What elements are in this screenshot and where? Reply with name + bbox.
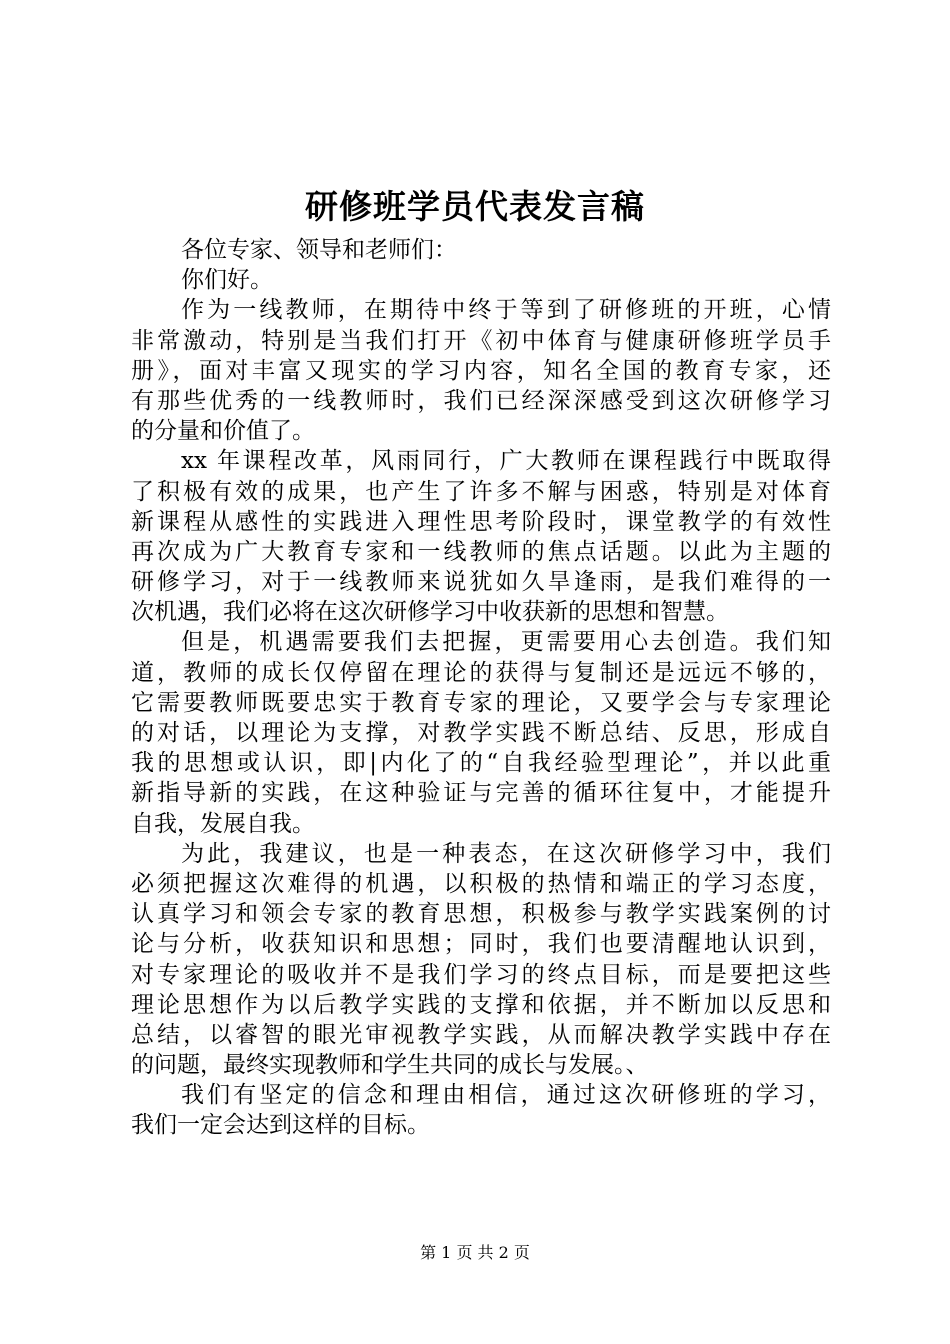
paragraph-3-line-2: 道，教师的成长仅停留在理论的获得与复制还是远远不够的， bbox=[131, 659, 831, 686]
paragraph-1-line-4: 有那些优秀的一线教师时，我们已经深深感受到这次研修学习 bbox=[131, 387, 831, 414]
document-body bbox=[131, 235, 831, 1141]
paragraph-3-line-1: 但是，机遇需要我们去把握，更需要用心去创造。我们知 bbox=[181, 629, 831, 656]
paragraph-4-line-7: 总结，以睿智的眼光审视教学实践，从而解决教学实践中存在 bbox=[131, 1021, 831, 1048]
salutation-line: 各位专家、领导和老师们： bbox=[181, 237, 457, 263]
paragraph-2-line-5: 研修学习，对于一线教师来说犹如久旱逢雨，是我们难得的一 bbox=[131, 569, 831, 596]
paragraph-2-line-6: 次机遇，我们必将在这次研修学习中收获新的思想和智慧。 bbox=[131, 599, 729, 626]
paragraph-2-line-4: 再次成为广大教育专家和一线教师的焦点话题。以此为主题的 bbox=[131, 538, 831, 565]
paragraph-1-line-3: 册》，面对丰富又现实的学习内容，知名全国的教育专家，还 bbox=[131, 357, 831, 384]
paragraph-5-line-1: 我们有坚定的信念和理由相信，通过这次研修班的学习， bbox=[181, 1082, 831, 1109]
paragraph-1-line-1: 作为一线教师，在期待中终于等到了研修班的开班，心情 bbox=[181, 297, 831, 324]
paragraph-4-line-2: 必须把握这次难得的机遇，以积极的热情和端正的学习态度， bbox=[131, 870, 831, 897]
paragraph-3-line-7: 自我，发展自我。 bbox=[131, 810, 315, 837]
paragraph-2-line-2: 了积极有效的成果，也产生了许多不解与困惑，特别是对体育 bbox=[131, 478, 831, 505]
paragraph-3-line-6: 新指导新的实践，在这种验证与完善的循环往复中，才能提升 bbox=[131, 780, 831, 807]
paragraph-3-line-3: 它需要教师既要忠实于教育专家的理论，又要学会与专家理论 bbox=[131, 689, 831, 716]
paragraph-3-line-5: 我的思想或认识，即|内化了的“自我经验型理论”，并以此重 bbox=[131, 750, 831, 777]
paragraph-5-line-2: 我们一定会达到这样的目标。 bbox=[131, 1112, 430, 1139]
paragraph-4-line-4: 论与分析，收获知识和思想；同时，我们也要清醒地认识到， bbox=[131, 931, 831, 958]
paragraph-4-line-8: 的问题，最终实现教师和学生共同的成长与发展。、 bbox=[131, 1052, 649, 1079]
greeting-line: 你们好。 bbox=[181, 267, 273, 294]
paragraph-2-line-1: xx 年课程改革，风雨同行，广大教师在课程践行中既取得 bbox=[181, 448, 831, 475]
document-title: 研修班学员代表发言稿 bbox=[305, 187, 645, 226]
paragraph-4-line-5: 对专家理论的吸收并不是我们学习的终点目标，而是要把这些 bbox=[131, 961, 831, 988]
paragraph-1-line-2: 非常激动，特别是当我们打开《初中体育与健康研修班学员手 bbox=[131, 327, 831, 354]
paragraph-3-line-4: 的对话，以理论为支撑，对教学实践不断总结、反思，形成自 bbox=[131, 720, 831, 746]
paragraph-4-line-1: 为此，我建议，也是一种表态，在这次研修学习中，我们 bbox=[181, 840, 831, 867]
page-footer: 第 1 页 共 2 页 bbox=[420, 1243, 530, 1262]
paragraph-4-line-3: 认真学习和领会专家的教育思想，积极参与教学实践案例的讨 bbox=[131, 901, 831, 928]
paragraph-2-line-3: 新课程从感性的实践进入理性思考阶段时，课堂教学的有效性 bbox=[131, 508, 831, 535]
paragraph-4-line-6: 理论思想作为以后教学实践的支撑和依据，并不断加以反思和 bbox=[131, 991, 831, 1018]
paragraph-1-line-5: 的分量和价值了。 bbox=[131, 418, 315, 445]
